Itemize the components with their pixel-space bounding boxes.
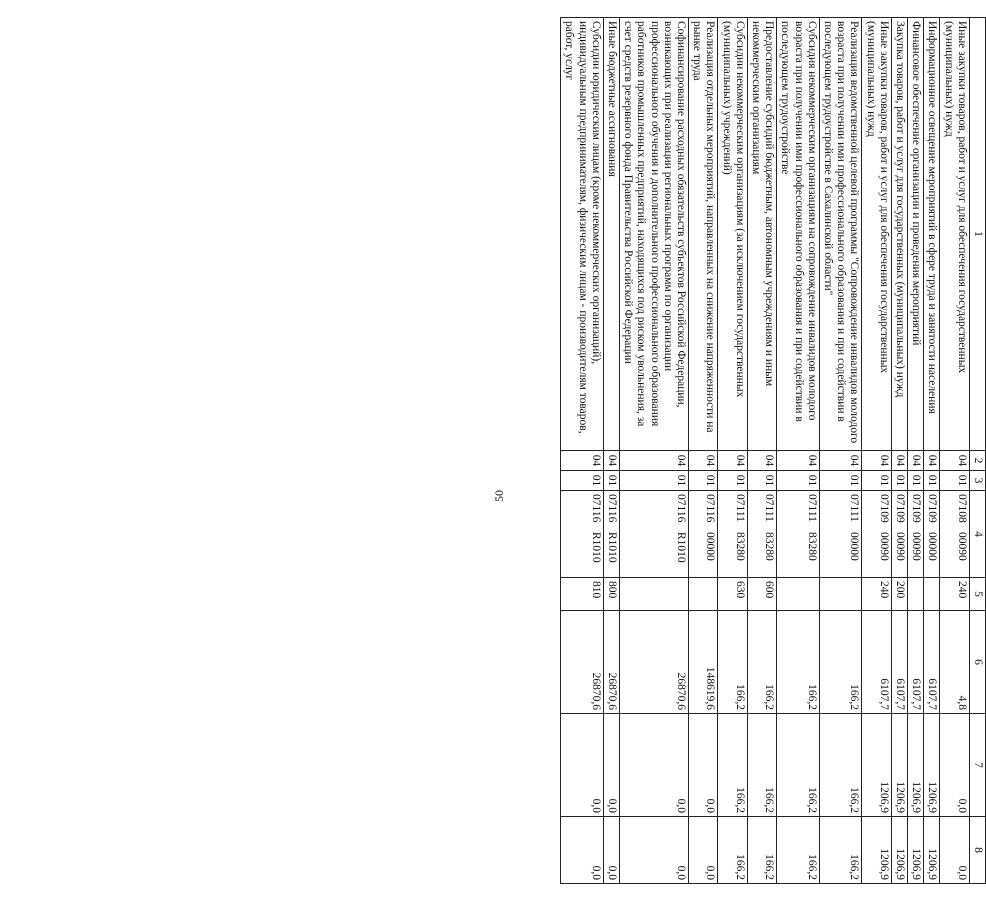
row-target-article-code: [603, 491, 619, 578]
header-cell-2: 2: [969, 451, 985, 471]
row-subsection-code: 01: [603, 471, 619, 491]
target-article-program-code: 07116: [704, 494, 717, 523]
row-expense-type-code: 630: [718, 578, 747, 611]
row-description: Закупка товаров, работ и услуг для государственных (муниципальных) нужд: [891, 18, 907, 451]
row-amount-year-1: 6107,7: [862, 611, 891, 714]
row-target-article-code: [891, 491, 907, 578]
row-amount-year-2: 1206,9: [862, 714, 891, 817]
target-article-program-code: 07116: [674, 494, 687, 523]
row-amount-year-1: 6107,7: [907, 611, 923, 714]
row-amount-year-2: 1206,9: [924, 714, 940, 817]
table-row: [747, 18, 776, 884]
row-description: Финансовое обеспечение организации и проведения мероприятий: [907, 18, 923, 451]
target-article-direction-code: 83280: [805, 532, 818, 561]
row-subsection-code: 01: [907, 471, 923, 491]
row-description: Реализация отдельных мероприятий, направленных на снижение напряженности на рынке труда: [688, 18, 717, 451]
row-amount-year-1: 166,2: [747, 611, 776, 714]
target-article-program-code: 07111: [763, 494, 776, 522]
target-article-program-code: 07116: [605, 494, 618, 523]
row-description: Софинансирование расходных обязательств субъектов Российской Федерации, возникающих при реализации региональных программ по организации профессионального обучения и дополнительного профессионального образования работников промышленных предприятий, находящихся под риском увольнения, за счет средств резервного фонда Правительства Российской Федерации: [619, 18, 688, 451]
row-amount-year-3: 1206,9: [924, 817, 940, 884]
row-amount-year-3: 166,2: [819, 817, 862, 884]
header-cell-7: 7: [969, 714, 985, 817]
target-article-direction-code: R1010: [674, 532, 687, 563]
budget-table: [560, 17, 986, 884]
row-expense-type-code: [819, 578, 862, 611]
row-amount-year-1: 6107,7: [924, 611, 940, 714]
row-amount-year-3: 166,2: [718, 817, 747, 884]
row-section-code: 04: [747, 451, 776, 471]
target-article-direction-code: 00090: [955, 532, 968, 561]
target-article-direction-code: 83280: [733, 532, 746, 561]
target-article-program-code: 07111: [805, 494, 818, 522]
target-article-direction-code: 00090: [910, 532, 923, 561]
row-amount-year-3: 1206,9: [907, 817, 923, 884]
row-section-code: 04: [862, 451, 891, 471]
row-subsection-code: 01: [718, 471, 747, 491]
row-amount-year-2: 0,0: [619, 714, 688, 817]
row-amount-year-1: 4,8: [940, 611, 969, 714]
row-section-code: 04: [777, 451, 820, 471]
target-article-program-code: 07109: [893, 494, 906, 523]
row-expense-type-code: [619, 578, 688, 611]
header-cell-1: 1: [969, 18, 985, 451]
row-amount-year-1: 26870,6: [561, 611, 604, 714]
row-subsection-code: 01: [619, 471, 688, 491]
row-amount-year-2: 1206,9: [891, 714, 907, 817]
row-subsection-code: 01: [819, 471, 862, 491]
row-description: Информационное освещение мероприятий в сфере труда и занятости населения: [924, 18, 940, 451]
row-section-code: 04: [940, 451, 969, 471]
table-row: [688, 18, 717, 884]
row-amount-year-2: 166,2: [718, 714, 747, 817]
row-description: Иные закупки товаров, работ и услуг для обеспечения государственных (муниципальных) нужд: [862, 18, 891, 451]
row-section-code: 04: [924, 451, 940, 471]
row-expense-type-code: 810: [561, 578, 604, 611]
target-article-program-code: 07109: [926, 494, 939, 523]
header-cell-8: 8: [969, 817, 985, 884]
row-target-article-code: [619, 491, 688, 578]
row-expense-type-code: [777, 578, 820, 611]
table-row: [907, 18, 923, 884]
row-amount-year-1: 26870,6: [619, 611, 688, 714]
header-cell-3: 3: [969, 471, 985, 491]
row-subsection-code: 01: [747, 471, 776, 491]
row-target-article-code: [862, 491, 891, 578]
row-subsection-code: 01: [688, 471, 717, 491]
target-article-direction-code: 00000: [704, 532, 717, 561]
row-amount-year-3: 0,0: [940, 817, 969, 884]
table-row: [924, 18, 940, 884]
table-row: [603, 18, 619, 884]
row-amount-year-2: 166,2: [819, 714, 862, 817]
row-expense-type-code: [907, 578, 923, 611]
row-amount-year-3: 166,2: [777, 817, 820, 884]
row-description: Субсидии некоммерческим организациям (за исключением государственных (муниципальных) учреждений): [718, 18, 747, 451]
target-article-direction-code: 00090: [877, 532, 890, 561]
row-target-article-code: [718, 491, 747, 578]
page-number: 50: [492, 490, 506, 502]
header-row: [969, 18, 985, 884]
row-subsection-code: 01: [777, 471, 820, 491]
target-article-direction-code: R1010: [589, 532, 602, 563]
row-section-code: 04: [907, 451, 923, 471]
row-target-article-code: [924, 491, 940, 578]
table-row: [819, 18, 862, 884]
target-article-direction-code: 00000: [926, 532, 939, 561]
row-target-article-code: [940, 491, 969, 578]
target-article-direction-code: R1010: [605, 532, 618, 563]
table-row: [777, 18, 820, 884]
header-cell-4: 4: [969, 491, 985, 578]
row-amount-year-3: 166,2: [747, 817, 776, 884]
row-amount-year-1: 166,2: [777, 611, 820, 714]
row-amount-year-3: 1206,9: [891, 817, 907, 884]
target-article-direction-code: 00090: [893, 532, 906, 561]
row-subsection-code: 01: [862, 471, 891, 491]
row-expense-type-code: 200: [891, 578, 907, 611]
target-article-program-code: 07109: [910, 494, 923, 523]
table-body: [561, 18, 986, 884]
row-expense-type-code: [688, 578, 717, 611]
row-expense-type-code: [924, 578, 940, 611]
row-amount-year-3: 0,0: [603, 817, 619, 884]
row-amount-year-2: 1206,9: [907, 714, 923, 817]
row-amount-year-1: 166,2: [718, 611, 747, 714]
row-target-article-code: [747, 491, 776, 578]
target-article-direction-code: 83280: [763, 532, 776, 561]
row-section-code: 04: [891, 451, 907, 471]
table-row: [619, 18, 688, 884]
table-row: [862, 18, 891, 884]
row-target-article-code: [777, 491, 820, 578]
row-amount-year-2: 0,0: [603, 714, 619, 817]
row-amount-year-1: 6107,7: [891, 611, 907, 714]
row-description: Реализация ведомственной целевой программы "Сопровождение инвалидов молодого возраста при получении ими профессионального образования и при содействии в последующем трудоустройстве в Сахалинской области": [819, 18, 862, 451]
row-target-article-code: [561, 491, 604, 578]
row-section-code: 04: [561, 451, 604, 471]
row-subsection-code: 01: [924, 471, 940, 491]
row-subsection-code: 01: [891, 471, 907, 491]
row-target-article-code: [688, 491, 717, 578]
row-amount-year-2: 0,0: [688, 714, 717, 817]
row-description: Субсидия некоммерческим организациям на сопровождение инвалидов молодого возраста при получении ими профессионального образования и при содействии в последующем трудоустройстве: [777, 18, 820, 451]
table-row: [891, 18, 907, 884]
row-expense-type-code: 800: [603, 578, 619, 611]
table-row: [718, 18, 747, 884]
row-amount-year-1: 148619,6: [688, 611, 717, 714]
row-subsection-code: 01: [561, 471, 604, 491]
row-target-article-code: [907, 491, 923, 578]
target-article-program-code: 07109: [877, 494, 890, 523]
target-article-program-code: 07116: [589, 494, 602, 523]
row-amount-year-2: 166,2: [777, 714, 820, 817]
row-subsection-code: 01: [940, 471, 969, 491]
row-target-article-code: [819, 491, 862, 578]
target-article-program-code: 07108: [955, 494, 968, 523]
row-amount-year-3: 0,0: [688, 817, 717, 884]
row-expense-type-code: 240: [862, 578, 891, 611]
row-section-code: 04: [718, 451, 747, 471]
row-section-code: 04: [603, 451, 619, 471]
row-section-code: 04: [819, 451, 862, 471]
row-section-code: 04: [619, 451, 688, 471]
row-description: Иные закупки товаров, работ и услуг для обеспечения государственных (муниципальных) нужд: [940, 18, 969, 451]
table-row: [940, 18, 969, 884]
target-article-program-code: 07111: [848, 494, 861, 522]
row-amount-year-3: 0,0: [561, 817, 604, 884]
row-description: Предоставление субсидий бюджетным, автономным учреждениям и иным некоммерческим организациям: [747, 18, 776, 451]
row-amount-year-2: 0,0: [940, 714, 969, 817]
header-cell-6: 6: [969, 611, 985, 714]
target-article-direction-code: 00000: [848, 532, 861, 561]
header-cell-5: 5: [969, 578, 985, 611]
row-description: Иные бюджетные ассигнования: [603, 18, 619, 451]
row-amount-year-2: 166,2: [747, 714, 776, 817]
row-section-code: 04: [688, 451, 717, 471]
row-expense-type-code: 600: [747, 578, 776, 611]
row-expense-type-code: 240: [940, 578, 969, 611]
row-amount-year-1: 26870,6: [603, 611, 619, 714]
row-amount-year-2: 0,0: [561, 714, 604, 817]
target-article-program-code: 07111: [733, 494, 746, 522]
row-description: Субсидии юридическим лицам (кроме некоммерческих организаций), индивидуальным предпринимателям, физическим лицам - производителям товаров, работ, услуг: [561, 18, 604, 451]
row-amount-year-3: 1206,9: [862, 817, 891, 884]
row-amount-year-3: 0,0: [619, 817, 688, 884]
row-amount-year-1: 166,2: [819, 611, 862, 714]
table-row: [561, 18, 604, 884]
